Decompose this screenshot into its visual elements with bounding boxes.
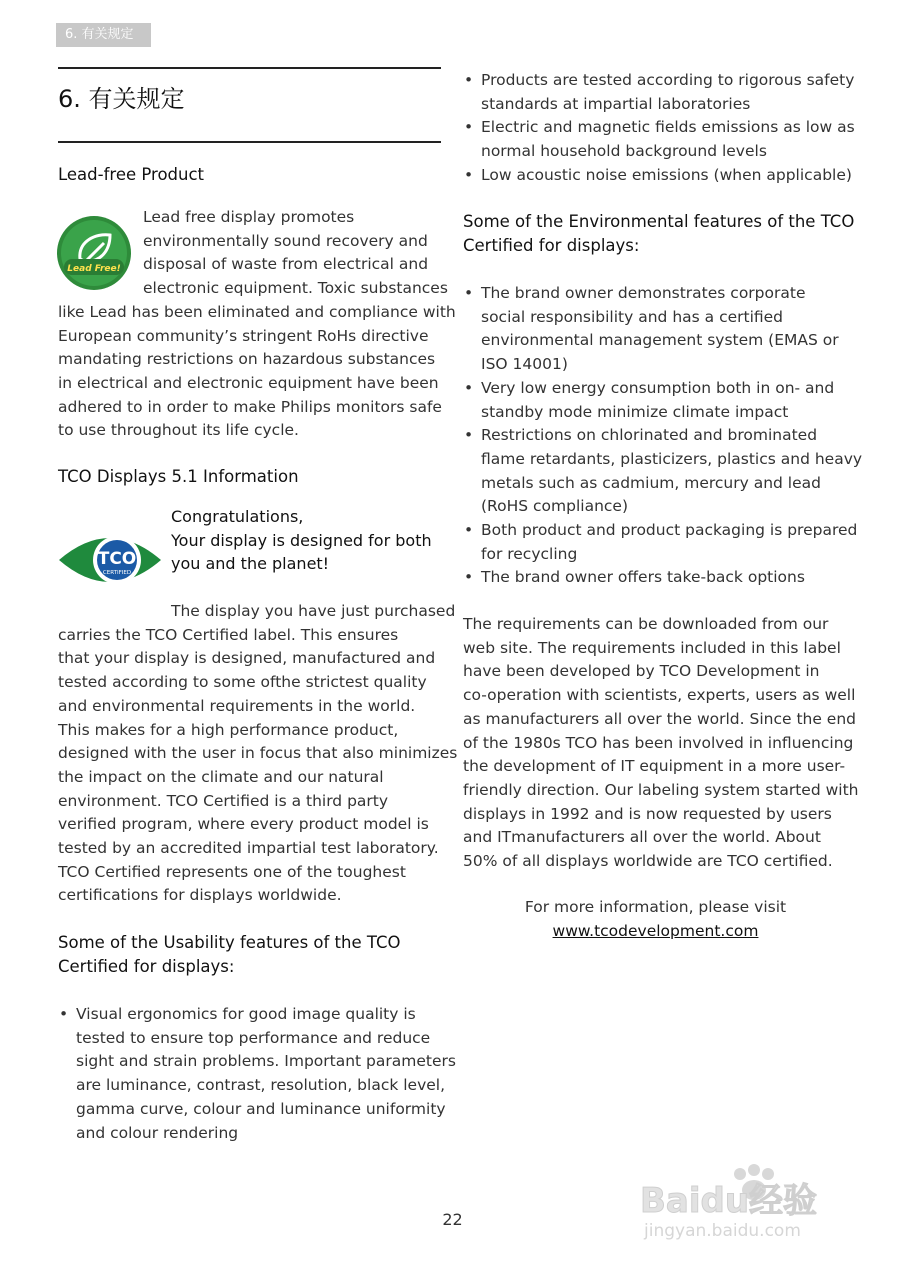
- list-item: • Restrictions on chlorinated and brominated flame retardants, plasticizers, plastics and heavy metals such as cadmium, mercury and lead (RoHS compliance): [463, 424, 862, 519]
- list-item: • Visual ergonomics for good image quality is tested to ensure top performance and reduce sight and strain problems. Important parameters are luminance, contrast, resolution, black level, gamma curve, colour and luminance uniformity and colour rendering: [58, 1003, 456, 1145]
- tco-description: The display you have just purchased carries the TCO Certified label. This ensures that your display is designed, manufactured and tested according to some ofthe strictest quality and environmental requirements in the world. This makes for a high performance product, designed with the user in focus that also minimizes the impact on the climate and our natural environment. TCO Certified is a third party verified program, where every product model is tested by an accredited impartial test laboratory. TCO Certified represents one of the toughest certifications for displays worldwide.: [58, 602, 458, 905]
- title-rule: [58, 141, 441, 143]
- tco-congratulations: Congratulations, Your display is designed for both you and the planet!: [171, 507, 432, 574]
- tco-certified-logo: [57, 526, 163, 594]
- watermark-url: jingyan.baidu.com: [644, 1221, 801, 1240]
- environmental-heading: Some of the Environmental features of the TCO Certified for displays:: [463, 212, 855, 255]
- lead-free-heading: Lead-free Product: [58, 165, 205, 184]
- list-item: • Products are tested according to rigorous safety standards at impartial laboratories: [463, 69, 855, 116]
- list-item: • The brand owner demonstrates corporate social responsibility and has a certified environmental management system (EMAS or ISO 14001): [463, 282, 862, 377]
- usability-heading: Some of the Usability features of the TCO Certified for displays:: [58, 933, 401, 976]
- environmental-list: [463, 282, 862, 590]
- tco-heading: TCO Displays 5.1 Information: [58, 467, 299, 486]
- lead-free-logo-text: Lead Free!: [67, 264, 121, 274]
- watermark-brand: Baidu经验: [640, 1181, 818, 1221]
- chapter-title: 6. 有关规定: [58, 85, 185, 113]
- tco-logo-text: TCO: [97, 549, 137, 569]
- requirements-text: The requirements can be downloaded from our web site. The requirements included in this label have been developed by TCO Development in co-operation with scientists, experts, users as well as manufacturers all over the world. Since the end of the 1980s TCO has been involved in influencing the development of IT equipment in a more user- friendly direction. Our labeling system started with displays in 1992 and is now requested by users and ITmanufacturers all over the world. About 50% of all displays worldwide are TCO certified.: [463, 615, 859, 871]
- list-item: • Very low energy consumption both in on- and standby mode minimize climate impact: [463, 377, 862, 424]
- list-item: • The brand owner offers take-back options: [463, 566, 862, 590]
- tco-website-link[interactable]: www.tcodevelopment.com: [552, 922, 759, 940]
- top-rule: [58, 67, 441, 69]
- more-info-text: For more information, please visit: [524, 898, 787, 916]
- list-item: • Both product and product packaging is prepared for recycling: [463, 519, 862, 566]
- page-number: 22: [442, 1210, 463, 1229]
- tco-logo-subtext: CERTIFIED: [102, 570, 132, 576]
- section-tab: 6. 有关规定: [56, 23, 151, 47]
- usability-list-part1: [58, 1003, 456, 1145]
- list-item: • Low acoustic noise emissions (when applicable): [463, 164, 855, 188]
- baidu-watermark: [640, 1160, 880, 1240]
- usability-list-part2: [463, 69, 855, 188]
- lead-free-text: Lead free display promotes environmentally sound recovery and disposal of waste from electrical and electronic equipment. Toxic substances like Lead has been eliminated and compliance with European community’s stringent RoHs directive mandating restrictions on hazardous substances in electrical and electronic equipment have been adhered to in order to make Philips monitors safe to use throughout its life cycle.: [58, 208, 456, 440]
- list-item: • Electric and magnetic fields emissions as low as normal household background levels: [463, 116, 855, 163]
